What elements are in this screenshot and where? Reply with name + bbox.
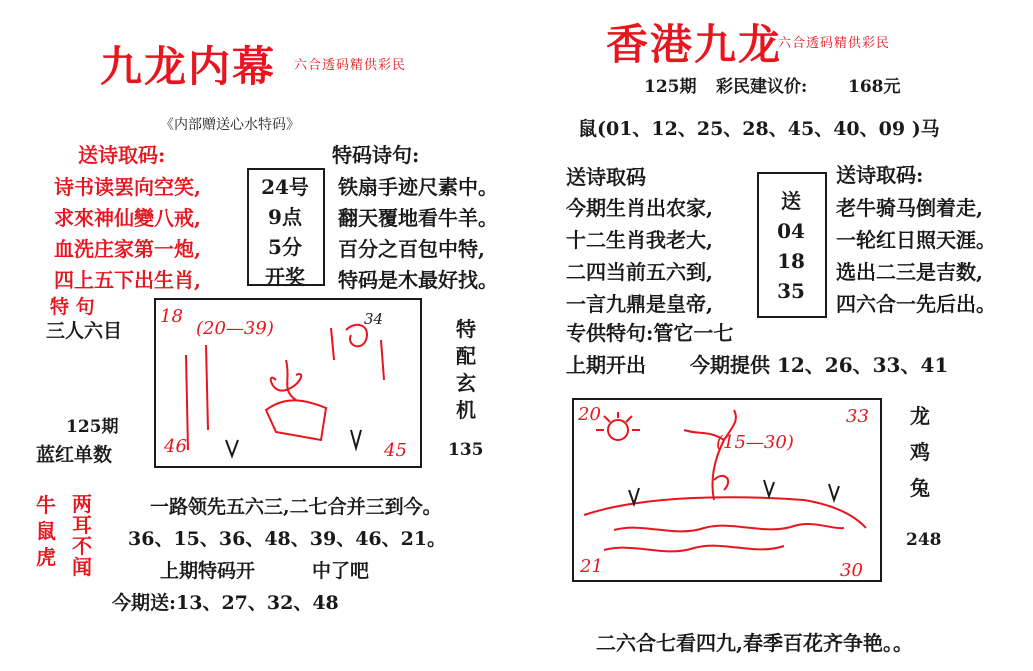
left-title: 九龙内幕 — [100, 42, 277, 91]
left-corner-tr: 34 — [364, 310, 384, 328]
right-corner-bl: 21 — [580, 556, 603, 577]
left-line4: 今期送:13、27、32、48 — [112, 592, 339, 614]
poem-line: 诗书读罢向空笑, — [54, 175, 201, 199]
left-poem2 — [338, 172, 498, 296]
poem-line: 选出二三是吉数, — [836, 260, 983, 284]
poem-line: 求來神仙變八戒, — [54, 206, 201, 230]
right-issue: 125期 — [644, 77, 697, 97]
ears-char: 耳 — [72, 513, 92, 537]
left-subtitle: 六合透码精供彩民 — [294, 58, 407, 73]
vertical-char: 龙 — [910, 404, 930, 428]
left-poem — [54, 172, 201, 296]
ears-char: 两 — [72, 492, 92, 516]
right-corner-tl: 20 — [578, 404, 601, 425]
poem-line: 老牛骑马倒着走, — [836, 196, 983, 220]
right-image-text: (15—30) — [716, 432, 794, 453]
ears-char: 不 — [72, 534, 92, 558]
zodiac-char: 牛 — [36, 493, 56, 517]
draw-line: 5分 — [268, 235, 302, 259]
vertical-char: 玄 — [456, 371, 476, 395]
right-poem-heading-right: 送诗取码: — [836, 163, 924, 187]
poem-line: 今期生肖出农家, — [566, 196, 713, 220]
poem-line: 翻天覆地看牛羊。 — [338, 206, 498, 230]
right-price-label: 彩民建议价: — [716, 77, 808, 97]
left-corner-br: 45 — [384, 440, 407, 461]
poem-line: 特码是木最好找。 — [338, 268, 498, 292]
right-sketch-icon — [574, 400, 878, 578]
poem-line: 铁扇手迹尺素中。 — [338, 175, 498, 199]
right-footer: 二六合七看四九,春季百花齐争艳。。 — [596, 631, 913, 655]
poem-line: 十二生肖我老大, — [566, 228, 713, 252]
vertical-char: 机 — [456, 398, 476, 422]
draw-line: 开奖 — [265, 265, 305, 289]
right-last-label: 上期开出 — [566, 353, 646, 377]
poem-line: 血洗庄家第一炮, — [54, 237, 201, 261]
box-item: 送 — [781, 189, 801, 213]
draw-line: 24号 — [261, 175, 309, 199]
vertical-char: 特 — [456, 317, 476, 341]
right-corner-br: 30 — [840, 560, 863, 581]
right-side-vertical — [910, 398, 930, 506]
poem-line: 四上五下出生肖, — [54, 268, 201, 292]
poem-line: 二四当前五六到, — [566, 260, 713, 284]
left-corner-bl: 46 — [164, 436, 187, 457]
left-poem2-heading: 特码诗句: — [332, 143, 420, 167]
box-item: 18 — [777, 249, 805, 273]
right-rat-line: 鼠(01、12、25、28、45、40、09 )马 — [578, 118, 940, 140]
left-issue-text: 蓝红单数 — [36, 444, 113, 466]
left-line3b: 中了吧 — [312, 560, 370, 582]
left-two-ears — [72, 494, 92, 578]
right-side-number: 248 — [906, 530, 942, 550]
right-box-items — [760, 186, 822, 306]
poem-line: 一言九鼎是皇帝, — [566, 292, 713, 316]
right-price: 168元 — [848, 77, 901, 97]
right-poem-left — [566, 192, 713, 320]
left-line3a: 上期特码开 — [160, 560, 256, 582]
vertical-char: 兔 — [910, 476, 930, 500]
ears-char: 闻 — [72, 555, 92, 579]
right-title: 香港九龙 — [606, 20, 783, 69]
right-poem-right — [836, 192, 996, 320]
vertical-char: 鸡 — [910, 440, 930, 464]
left-special-text: 三人六目 — [46, 320, 123, 342]
left-right-vertical — [456, 316, 476, 424]
left-draw-time — [250, 172, 320, 292]
left-note: 《内部赠送心水特码》 — [160, 117, 300, 133]
left-line1: 一路领先五六三,二七合并三到今。 — [150, 496, 442, 518]
box-item: 35 — [777, 279, 805, 303]
left-image-text: (20—39) — [196, 318, 274, 339]
zodiac-char: 虎 — [36, 545, 56, 569]
vertical-char: 配 — [456, 344, 476, 368]
right-last-text: 今期提供 12、26、33、41 — [690, 353, 949, 377]
zodiac-char: 鼠 — [36, 519, 56, 543]
left-issue: 125期 — [66, 417, 119, 437]
left-right-number: 135 — [448, 440, 484, 460]
box-item: 04 — [777, 219, 805, 243]
poem-line: 一轮红日照天涯。 — [836, 228, 996, 252]
draw-line: 9点 — [268, 205, 302, 229]
left-line2: 36、15、36、48、39、46、21。 — [128, 528, 447, 550]
right-subtitle: 六合透码精供彩民 — [778, 36, 891, 51]
poem-line: 百分之百包中特, — [338, 237, 485, 261]
left-special-label: 特 句 — [50, 296, 95, 318]
poem-line: 四六合一先后出。 — [836, 292, 996, 316]
left-zodiac — [36, 492, 56, 570]
right-corner-tr: 33 — [846, 406, 869, 427]
left-corner-tl: 18 — [160, 306, 183, 327]
right-special: 专供特句:管它一七 — [566, 321, 734, 345]
right-poem-heading-left: 送诗取码 — [566, 165, 646, 189]
left-poem-heading: 送诗取码: — [78, 143, 166, 167]
